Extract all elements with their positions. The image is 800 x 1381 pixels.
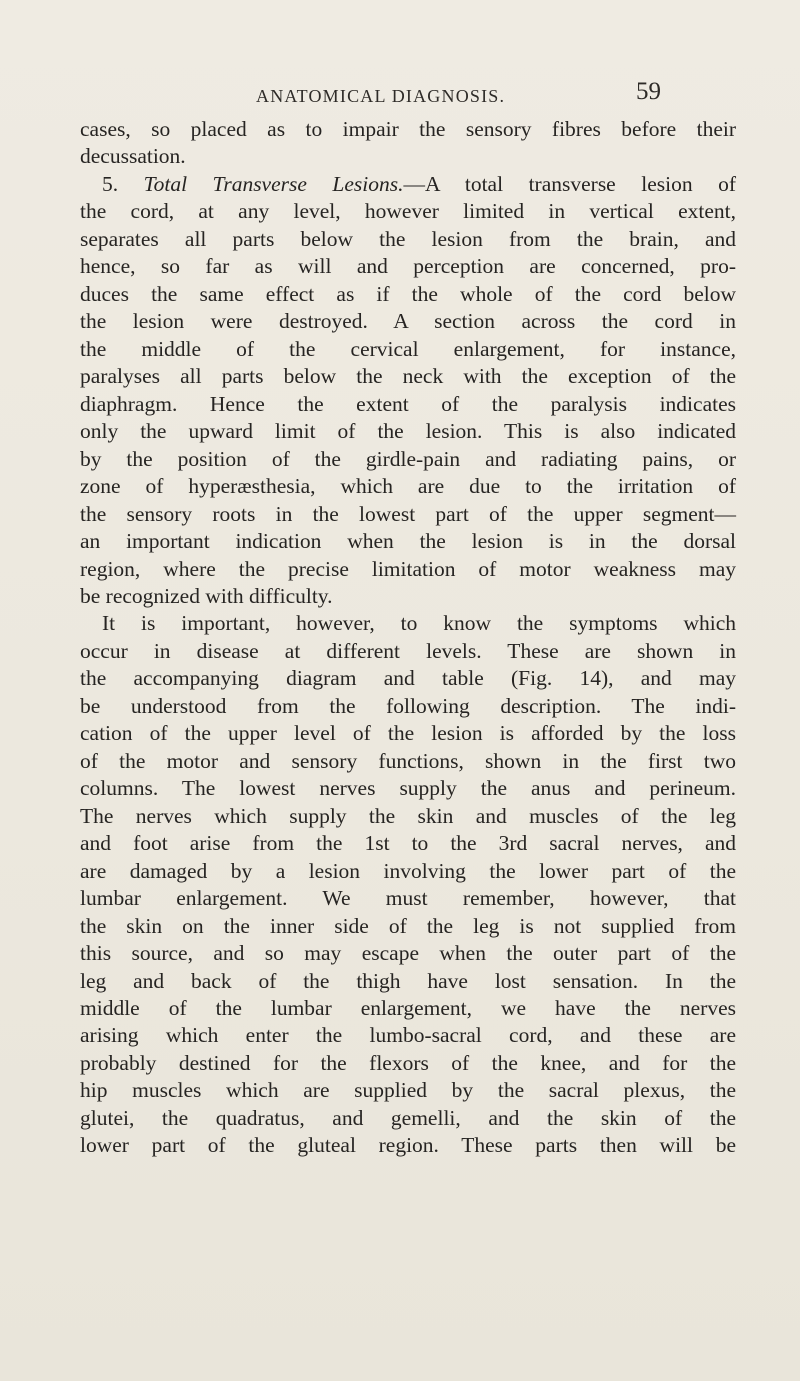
text-line: [80, 556, 736, 583]
text-line: [80, 665, 736, 692]
text-line: [80, 363, 736, 390]
text-line: [80, 913, 736, 940]
line-text: middle of the lumbar enlargement, we have the nerves: [80, 996, 736, 1020]
text-line: [80, 253, 736, 280]
text-line: [80, 281, 736, 308]
text-line: [80, 1132, 736, 1159]
text-line: [80, 693, 736, 720]
text-line: [80, 858, 736, 885]
line-text: columns. The lowest nerves supply the anus and perineum.: [80, 776, 736, 801]
text-line: [80, 885, 736, 912]
text-line: [80, 198, 736, 225]
text-line: [80, 143, 736, 170]
text-line: [80, 446, 736, 473]
text-line: [80, 473, 736, 500]
text-line: [80, 720, 736, 747]
page-number: 59: [636, 78, 661, 105]
line-text: an important indication when the lesion is in the dorsal: [80, 529, 736, 554]
line-text: only the upward limit of the lesion. This is also indicated: [80, 419, 736, 444]
line-text: the lesion were destroyed. A section across the cord in: [80, 309, 736, 334]
line-text: arising which enter the lumbo-sacral cord, and these are: [80, 1023, 736, 1048]
line-text: lumbar enlargement. We must remember, however, that: [80, 886, 736, 911]
line-text: hence, so far as will and perception are concerned, pro-: [80, 254, 736, 279]
line-text: cases, so placed as to impair the sensory fibres before their: [80, 117, 736, 141]
line-text: It is important, however, to know the symptoms which: [102, 611, 736, 636]
line-text: occur in disease at different levels. These are shown in: [80, 638, 736, 663]
text-line: [80, 336, 736, 363]
line-text: are damaged by a lesion involving the lower part of the: [80, 858, 736, 883]
line-text: glutei, the quadratus, and gemelli, and the skin of the: [80, 1105, 736, 1130]
line-text: cation of the upper level of the lesion is afforded by the loss: [80, 721, 736, 746]
text-line: [80, 1105, 736, 1132]
line-text: the middle of the cervical enlargement, for instance,: [80, 336, 736, 361]
text-line: [80, 610, 736, 637]
line-text: by the position of the girdle-pain and radiating pains, or: [80, 446, 736, 471]
text-line: [80, 226, 736, 253]
text-line: [80, 803, 736, 830]
text-line: [80, 940, 736, 967]
text-line: [80, 583, 736, 610]
text-line: [80, 1050, 736, 1077]
body-text: [80, 116, 736, 1160]
running-head: [0, 78, 800, 108]
section-number: 5.: [102, 171, 144, 196]
section-heading: Total Transverse Lesions.: [143, 171, 404, 196]
text-line: [80, 748, 736, 775]
text-line: [80, 968, 736, 995]
text-line: [80, 116, 736, 143]
text-line: [80, 418, 736, 445]
line-text: be understood from the following description. The indi-: [80, 693, 736, 718]
line-text: lower part of the gluteal region. These parts then will be: [80, 1133, 736, 1158]
line-text: hip muscles which are supplied by the sacral plexus, the: [80, 1078, 736, 1103]
line-text: probably destined for the flexors of the knee, and for the: [80, 1050, 736, 1075]
line-text: zone of hyperæsthesia, which are due to the irritation of: [80, 474, 736, 499]
line-text: of the motor and sensory functions, shown in the first two: [80, 748, 736, 773]
line-text: —A total transverse lesion of: [403, 171, 736, 196]
line-text: separates all parts below the lesion from the brain, and: [80, 226, 736, 251]
text-line: [80, 391, 736, 418]
text-line: [80, 501, 736, 528]
text-line: [80, 171, 736, 198]
line-text: and foot arise from the 1st to the 3rd sacral nerves, and: [80, 831, 736, 856]
line-text: decussation.: [80, 144, 186, 169]
line-text: The nerves which supply the skin and muscles of the leg: [80, 803, 736, 828]
line-text: leg and back of the thigh have lost sensation. In the: [80, 968, 736, 993]
line-text: this source, and so may escape when the outer part of the: [80, 941, 736, 966]
line-text: be recognized with difficulty.: [80, 583, 333, 608]
text-line: [80, 830, 736, 857]
text-line: [80, 1077, 736, 1104]
text-line: [80, 775, 736, 802]
running-title: ANATOMICAL DIAGNOSIS.: [256, 86, 506, 106]
text-line: [80, 1022, 736, 1049]
text-line: [80, 528, 736, 555]
line-text: paralyses all parts below the neck with the exception of the: [80, 364, 736, 389]
line-text: duces the same effect as if the whole of the cord below: [80, 281, 736, 306]
line-text: the accompanying diagram and table (Fig. 14), and may: [80, 666, 736, 691]
line-text: region, where the precise limitation of motor weakness may: [80, 556, 736, 581]
text-line: [80, 638, 736, 665]
line-text: the skin on the inner side of the leg is not supplied from: [80, 913, 736, 938]
line-text: the sensory roots in the lowest part of the upper segment—: [80, 501, 736, 526]
line-text: the cord, at any level, however limited in vertical extent,: [80, 199, 736, 224]
text-line: [80, 308, 736, 335]
text-line: [80, 995, 736, 1022]
line-text: diaphragm. Hence the extent of the paralysis indicates: [80, 391, 736, 416]
